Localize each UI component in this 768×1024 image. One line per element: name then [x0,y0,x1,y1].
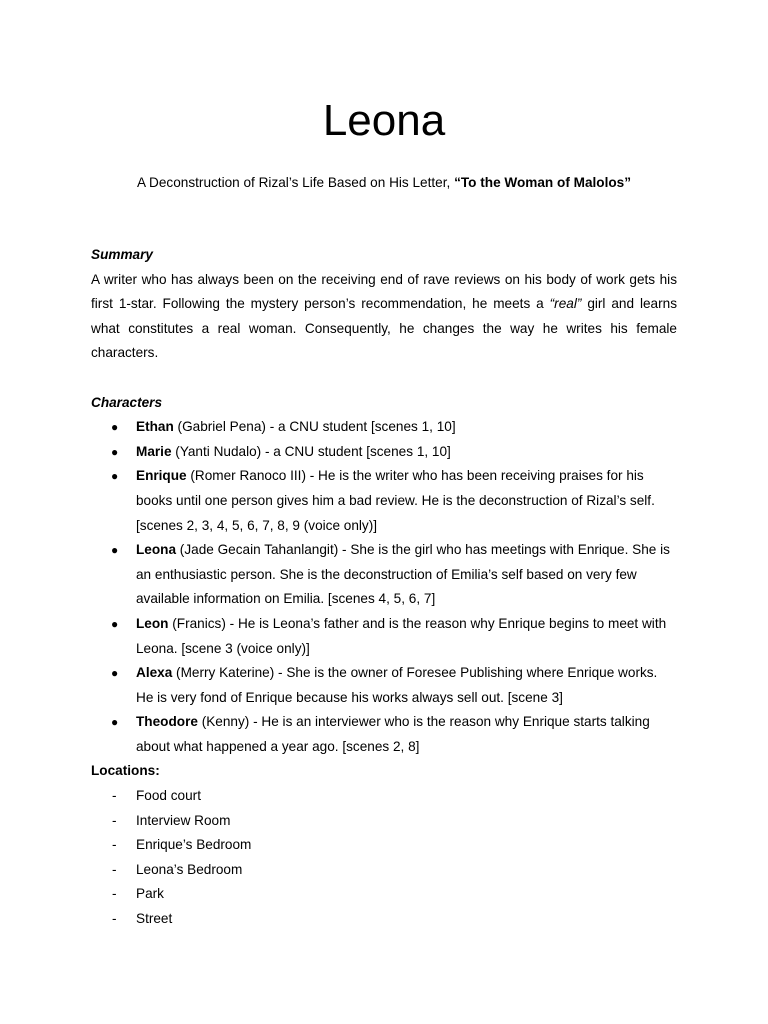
summary-emphasis: “real” [549,296,582,312]
summary-text-end: girl and learns what constitutes a real woman. Consequently, he changes the way he writes his female characters. [91,296,677,361]
summary-heading: Summary [91,247,153,262]
bullet-icon: ● [111,420,119,435]
dash-marker: - [112,837,117,853]
character-item [91,415,677,440]
character-name: Leona [136,542,177,558]
summary-paragraph [91,268,677,366]
location-name: Street [136,911,173,927]
character-name: Enrique [136,468,187,484]
character-name: Marie [136,443,172,459]
character-description: (Jade Gecain Tahanlangit) - She is the girl who has meetings with Enrique. She is an enthusiastic person. She is the deconstruction of Emilia’s self based on very few available information on Emilia. [scenes 4, 5, 6, 7] [136,542,670,607]
character-item [91,464,677,538]
location-item [91,809,677,834]
character-name: Alexa [136,665,173,681]
location-item [91,784,677,809]
bullet-icon: ● [111,666,119,681]
location-item [91,858,677,883]
dash-marker: - [112,886,117,902]
location-item [91,907,677,932]
location-name: Interview Room [136,812,231,828]
character-description: (Gabriel Pena) - a CNU student [scenes 1, 10] [173,419,456,435]
document-body [91,243,677,932]
bullet-icon: ● [111,444,119,459]
location-item [91,833,677,858]
character-item [91,538,677,612]
location-name: Leona’s Bedroom [136,861,243,877]
dash-marker: - [112,861,117,877]
location-name: Enrique’s Bedroom [136,837,252,853]
bullet-icon: ● [111,543,119,558]
character-description: (Kenny) - He is an interviewer who is the reason why Enrique starts talking about what happened a year ago. [scenes 2, 8] [136,714,650,754]
section-spacer [91,366,677,391]
bullet-icon: ● [111,616,119,631]
subtitle-text: A Deconstruction of Rizal’s Life Based on His Letter, [136,175,455,190]
dash-marker: - [112,812,117,828]
character-item [91,612,677,661]
character-name: Theodore [136,714,198,730]
summary-text-start: A writer who has always been on the receiving end of rave reviews on his body of work gets his first 1-star. Following the mystery person’s recommendation, he meets a [91,271,677,312]
dash-marker: - [112,911,117,927]
dash-marker: - [112,788,117,804]
location-item [91,882,677,907]
subtitle-letter-title: “To the Woman of Malolos” [454,175,632,190]
character-name: Leon [136,615,169,631]
character-item [91,710,677,759]
document-subtitle [0,173,768,193]
locations-list [91,784,677,932]
character-description: (Franics) - He is Leona’s father and is the reason why Enrique begins to meet with Leona. [scene 3 (voice only)] [136,615,667,656]
character-item [91,440,677,465]
document-title: Leona [322,96,446,145]
location-name: Park [136,886,164,902]
location-name: Food court [136,788,201,804]
bullet-icon: ● [111,469,119,484]
characters-list [91,415,677,759]
character-description: (Yanti Nudalo) - a CNU student [scenes 1, 10] [171,443,451,459]
character-item [91,661,677,710]
characters-heading: Characters [91,394,163,410]
character-description: (Romer Ranoco III) - He is the writer who has been receiving praises for his books until one person gives him a bad review. He is the deconstruction of Rizal’s self. [scenes 2, 3, 4, 5, 6, 7, 8, 9 (voice only)] [136,468,655,533]
character-name: Ethan [136,419,174,435]
bullet-icon: ● [111,715,119,730]
locations-heading: Locations: [91,763,160,779]
character-description: (Merry Katerine) - She is the owner of Foresee Publishing where Enrique works. He is very fond of Enrique because his works always sell out. [scene 3] [136,665,658,705]
